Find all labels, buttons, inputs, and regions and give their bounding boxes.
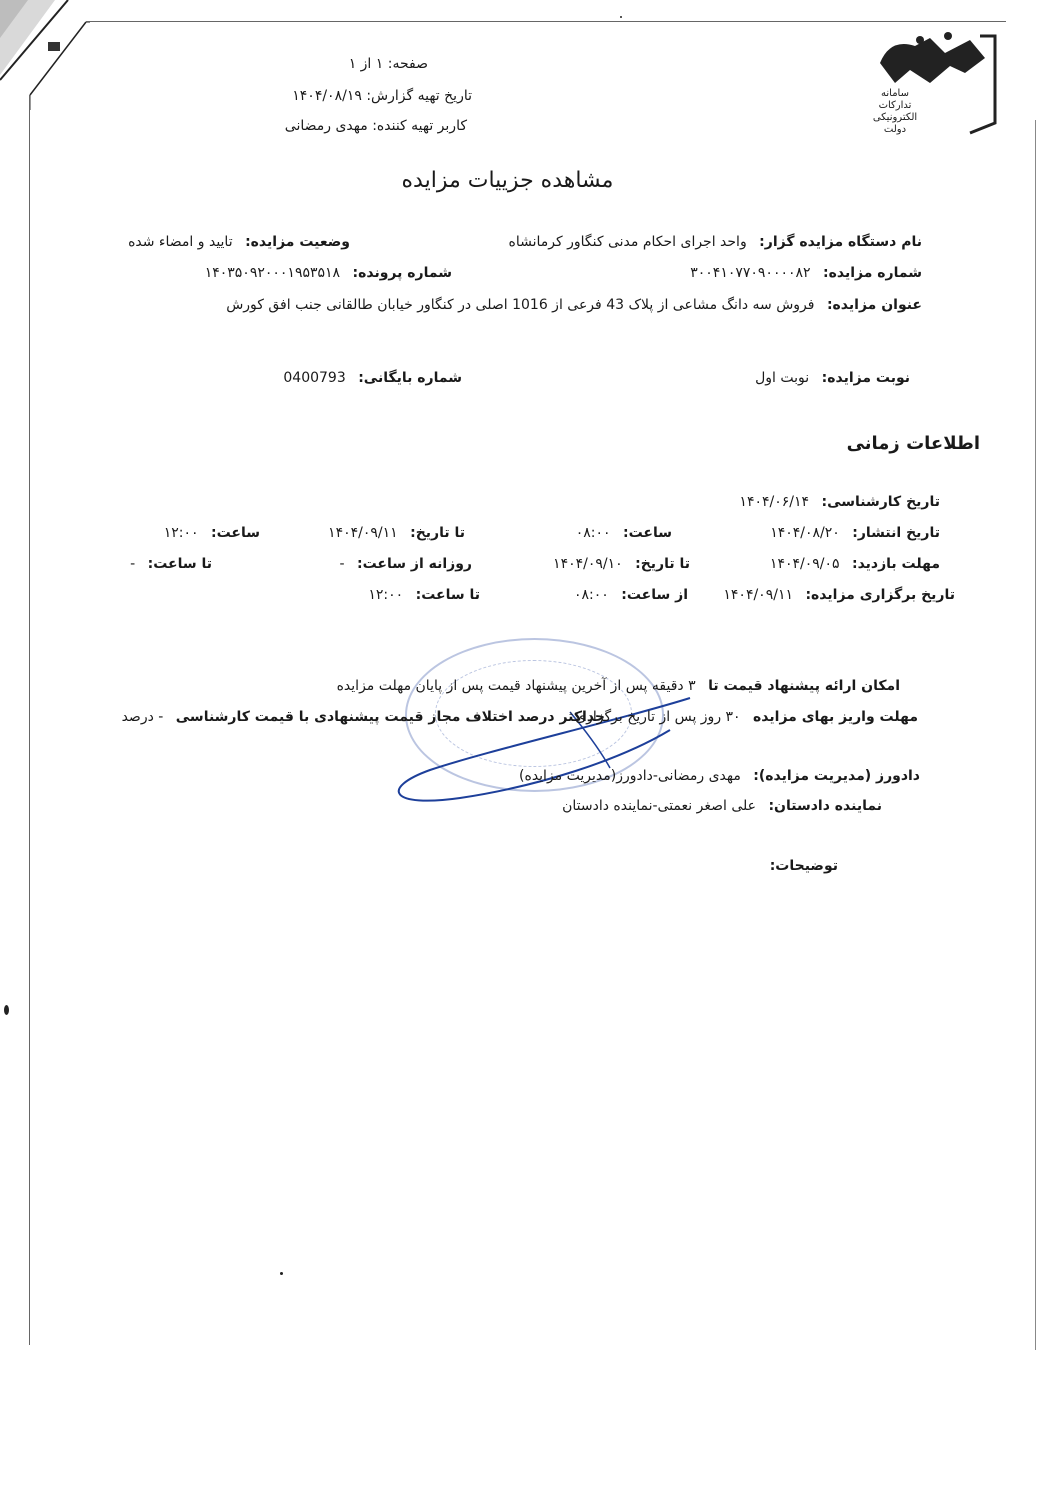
deposit-value: ۳۰ روز پس از تاریخ برگزاری [575, 709, 741, 725]
publish-value: ۱۴۰۴/۰۸/۲۰ [770, 525, 840, 541]
hold-from [574, 587, 688, 603]
bid-row [337, 678, 900, 694]
visit-daily-label: روزانه از ساعت: [357, 556, 472, 572]
hold-label: تاریخ برگزاری مزایده: [805, 587, 955, 603]
bid-value: ۳ دقیقه پس از آخرین پیشنهاد قیمت پس از پایان مهلت مزایده [336, 678, 696, 694]
report-date [282, 88, 472, 104]
visit-daily-value: - [339, 556, 345, 572]
deposit-row [575, 709, 918, 725]
deposit-label: مهلت واریز بهای مزایده [753, 709, 918, 725]
rep-row [562, 798, 882, 814]
timing-section-title: اطلاعات زمانی [846, 433, 980, 454]
publish-to [328, 525, 465, 541]
scan-speck [620, 16, 622, 18]
visit-value: ۱۴۰۴/۰۹/۰۵ [769, 556, 840, 572]
hold-until [368, 587, 480, 603]
bid-label: امکان ارائه پیشنهاد قیمت تا [708, 678, 900, 694]
max-diff-label: حداکثر درصد اختلاف مجاز قیمت پیشنهادی با قیمت کارشناسی [175, 709, 605, 725]
publish-time [576, 525, 672, 541]
expert-value: ۱۴۰۴/۰۶/۱۴ [739, 494, 810, 510]
publish-to-time-label: ساعت: [210, 525, 260, 541]
max-diff-row [122, 709, 605, 725]
page-value: ۱ از ۱ [348, 56, 384, 72]
visit-to-value: ۱۴۰۴/۰۹/۱۰ [553, 556, 623, 572]
publish-to-label: تا تاریخ: [410, 525, 465, 541]
hold-until-label: تا ساعت: [415, 587, 480, 603]
prepared-by-value: مهدی رمضانی [284, 118, 368, 134]
visit-until [130, 556, 212, 572]
logo-text: سامانه تدارکات الکترونیکی دولت [872, 88, 918, 135]
publish-row [770, 525, 940, 541]
hold-until-value: ۱۲:۰۰ [368, 587, 404, 603]
round-row [755, 370, 910, 386]
visit-until-label: تا ساعت: [147, 556, 212, 572]
round-value: نوبت اول [755, 370, 810, 386]
visit-row [770, 556, 940, 572]
judge-row [519, 768, 920, 784]
publish-to-time [164, 525, 260, 541]
archive-value: 0400793 [283, 370, 346, 386]
page-number [318, 56, 428, 72]
hold-from-value: ۰۸:۰۰ [574, 587, 609, 603]
right-border-line [1035, 120, 1036, 1350]
scan-speck [4, 1005, 9, 1015]
rep-value: علی اصغر نعمتی-نماینده دادستان [562, 798, 756, 814]
status-value: تایید و امضاء شده [128, 234, 233, 250]
org-value: واحد اجرای احکام مدنی کنگاور کرمانشاه [508, 234, 747, 250]
page-label: صفحه: [387, 56, 428, 72]
left-border-line [29, 95, 30, 1345]
publish-to-time-value: ۱۲:۰۰ [163, 525, 199, 541]
publish-to-value: ۱۴۰۴/۰۹/۱۱ [328, 525, 398, 541]
file-value: ۱۴۰۳۵۰۹۲۰۰۰۱۹۵۳۵۱۸ [204, 265, 341, 281]
hold-row [723, 587, 955, 603]
org-row [509, 234, 922, 250]
corner-emblem-icon [0, 0, 90, 110]
judge-value: مهدی رمضانی-دادورز(مدیریت مزایده) [519, 768, 741, 784]
max-diff-value: - درصد [121, 709, 164, 725]
archive-label: شماره بایگانی: [358, 370, 462, 386]
publish-label: تاریخ انتشار: [852, 525, 940, 541]
file-label: شماره پرونده: [352, 265, 452, 281]
signature-scribble [370, 690, 700, 810]
visit-until-value: - [130, 556, 136, 572]
visit-label: مهلت بازدید: [851, 556, 940, 572]
report-date-value: ۱۴۰۴/۰۸/۱۹ [292, 88, 362, 104]
rep-label: نماینده دادستان: [768, 798, 882, 814]
visit-to-label: تا تاریخ: [635, 556, 690, 572]
visit-daily [340, 556, 473, 572]
subject-row [226, 297, 922, 313]
org-label: نام دستگاه مزایده گزار: [759, 234, 922, 250]
publish-time-value: ۰۸:۰۰ [575, 525, 611, 541]
top-border-line [86, 21, 1006, 22]
file-row [205, 265, 452, 281]
number-row [690, 265, 922, 281]
number-label: شماره مزایده: [823, 265, 922, 281]
scan-speck [280, 1272, 283, 1275]
visit-to [553, 556, 690, 572]
prepared-by-label: کاربر تهیه کننده: [372, 118, 467, 134]
hold-from-label: از ساعت: [621, 587, 688, 603]
number-value: ۳۰۰۴۱۰۷۷۰۹۰۰۰۰۸۲ [690, 265, 811, 281]
status-label: وضعیت مزایده: [245, 234, 350, 250]
expert-row [739, 494, 940, 510]
judge-label: دادورز (مدیریت مزایده): [753, 768, 920, 784]
notes-label: توضیحات: [769, 858, 838, 874]
prepared-by [272, 118, 467, 134]
setad-logo [860, 28, 1000, 138]
subject-label: عنوان مزایده: [826, 297, 922, 313]
publish-time-label: ساعت: [622, 525, 672, 541]
expert-label: تاریخ کارشناسی: [821, 494, 940, 510]
page-title: مشاهده جزییات مزایده [401, 168, 614, 193]
round-label: نوبت مزایده: [821, 370, 910, 386]
notes-row [762, 858, 838, 874]
status-row [128, 234, 350, 250]
report-date-label: تاریخ تهیه گزارش: [366, 88, 472, 104]
subject-value: فروش سه دانگ مشاعی از پلاک 43 فرعی از 1016 اصلی در کنگاور خیابان طالقانی جنب افق کورش [226, 297, 815, 313]
hold-value: ۱۴۰۴/۰۹/۱۱ [723, 587, 793, 603]
archive-row [283, 370, 462, 386]
